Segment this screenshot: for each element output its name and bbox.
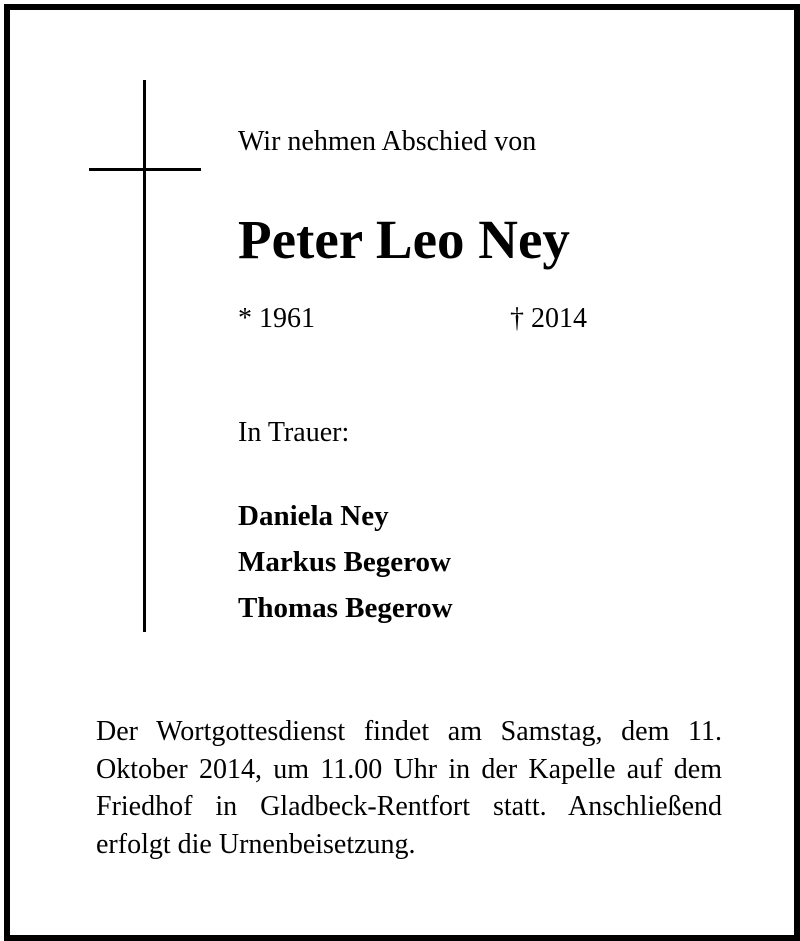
cross-icon-bar — [89, 168, 201, 171]
mourner-name: Markus Begerow — [238, 546, 451, 578]
mourners-list — [238, 493, 453, 631]
mourning-label: In Trauer: — [238, 417, 350, 448]
service-line: auf dem Friedhof in Gladbeck-Rentfort statt. — [96, 753, 722, 822]
service-line: 11. Oktober 2014, um 11.00 Uhr in der Kapelle — [96, 716, 722, 785]
intro-text: Wir nehmen Abschied von — [238, 126, 537, 157]
cross-icon — [143, 80, 146, 632]
mourner-name: Thomas Begerow — [238, 592, 453, 624]
death-year: † 2014 — [510, 303, 587, 334]
mourner-name: Daniela Ney — [238, 500, 389, 532]
service-line: Anschließend erfolgt die Urnenbeisetzung. — [96, 791, 722, 860]
service-line: Der Wortgottesdienst findet am Samstag, dem — [96, 716, 670, 747]
deceased-name: Peter Leo Ney — [238, 209, 570, 270]
birth-year: * 1961 — [238, 303, 315, 334]
service-announcement — [96, 713, 722, 863]
obituary-notice — [4, 4, 800, 941]
